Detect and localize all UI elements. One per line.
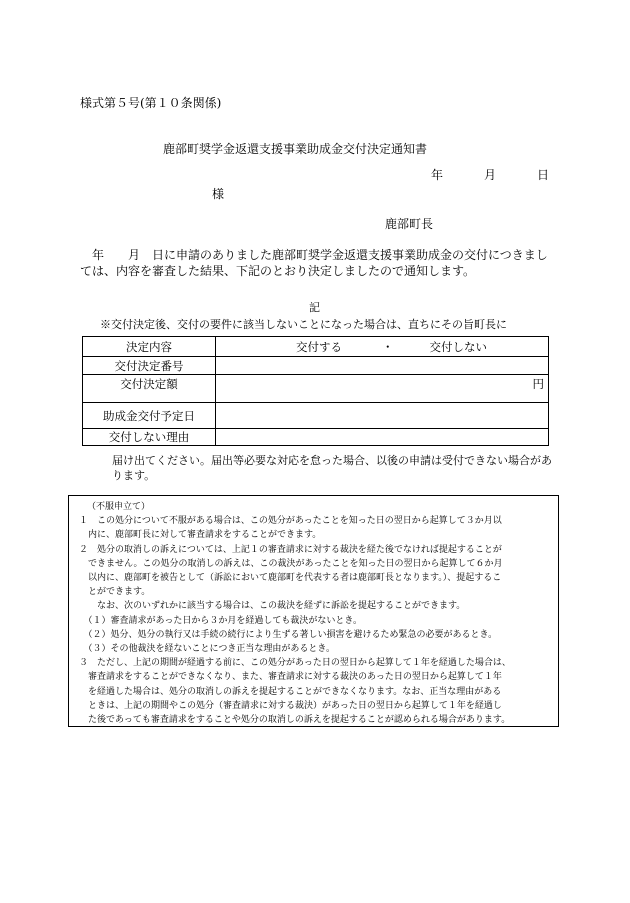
decision-table xyxy=(82,336,549,446)
issuer-name: 鹿部町長 xyxy=(385,217,434,231)
appeal-line: ときは、上記の期間やこの処分（審査請求に対する裁決）があった日の翌日から起算して１年を経過し xyxy=(79,700,502,711)
table-row xyxy=(83,357,549,375)
body-paragraph: 年 月 日に申請のありました鹿部町奨学金返還支援事業助成金の交付につきましては、内容を審査した結果、下記のとおり決定しましたので通知します。 xyxy=(80,248,548,278)
notice-continuation: 届け出てください。届出等必要な対応を怠った場合、以後の申請は受付できない場合があります。 xyxy=(112,454,552,482)
table-row xyxy=(83,403,549,429)
appeal-line: （２）処分、処分の執行又は手続の続行により生ずる著しい損害を避けるため緊急の必要があるとき。 xyxy=(79,629,498,640)
appeal-line: できません。この処分の取消しの訴えは、この裁決があったことを知った日の翌日から起算して６か月 xyxy=(79,558,503,569)
row-value xyxy=(216,429,549,446)
appeal-line: とができます。 xyxy=(79,587,151,598)
appeal-line: 内に、鹿部町長に対して審査請求をすることができます。 xyxy=(79,530,322,541)
option-deny: 交付しない xyxy=(429,339,487,354)
appeal-line: を経過した場合は、処分の取消しの訴えを提起することができなくなります。なお、正当な理由がある xyxy=(79,686,502,697)
date-month-label: 月 xyxy=(484,168,497,182)
appeal-line: ２ 処分の取消しの訴えについては、上記１の審査請求に対する裁決を経た後でなければ提起することが xyxy=(79,544,502,555)
appeal-line: （３）その他裁決を経ないことにつき正当な理由があるとき。 xyxy=(79,644,335,654)
table-row xyxy=(83,429,549,446)
amount-yen-unit: 円 xyxy=(216,375,549,403)
option-separator: ・ xyxy=(382,339,394,354)
option-grant: 交付する xyxy=(296,339,342,354)
form-label: 様式第５号(第１０条関係) xyxy=(80,96,222,110)
date-day-label: 日 xyxy=(537,168,550,182)
appeal-notice-box xyxy=(68,495,559,727)
ki-heading: 記 xyxy=(309,301,320,314)
row-label: 交付決定額 xyxy=(83,375,216,403)
appeal-line: た後であっても審査請求をすることや処分の取消しの訴えを提起することが認められる場合があります。 xyxy=(79,715,511,725)
table-row xyxy=(83,375,549,403)
appeal-line: 審査請求をすることができなくなり、また、審査請求に対する裁決のあった日の翌日から起算して１年 xyxy=(79,672,502,683)
appeal-line: ３ ただし、上記の期間が経過する前に、この処分があった日の翌日から起算して１年を経過した場合は、 xyxy=(79,658,511,669)
appeal-heading: （不服申立て） xyxy=(87,502,151,512)
addressee-suffix: 様 xyxy=(212,187,225,201)
row-label: 助成金交付予定日 xyxy=(83,403,216,429)
notice-line: ※交付決定後、交付の要件に該当しないことになった場合は、直ちにその旨町長に xyxy=(100,318,507,331)
decision-options xyxy=(216,337,549,357)
row-label: 交付決定番号 xyxy=(83,357,216,375)
document-title: 鹿部町奨学金返還支援事業助成金交付決定通知書 xyxy=(163,142,428,156)
row-label: 交付しない理由 xyxy=(83,429,216,446)
appeal-line: （１）審査請求があった日から３か月を経過しても裁決がないとき。 xyxy=(79,615,363,626)
row-label: 決定内容 xyxy=(83,337,216,357)
appeal-line: なお、次のいずれかに該当する場合は、この裁決を経ずに訴訟を提起することができます。 xyxy=(79,601,466,612)
appeal-line: 以内に、鹿部町を被告として（訴訟において鹿部町を代表する者は鹿部町長となります。）、提起するこ xyxy=(79,573,502,583)
row-value xyxy=(216,357,549,375)
appeal-line: １ この処分について不服がある場合は、この処分があったことを知った日の翌日から起算して３か月以 xyxy=(79,516,502,527)
row-value xyxy=(216,403,549,429)
date-year-label: 年 xyxy=(431,168,444,182)
table-row xyxy=(83,337,549,357)
